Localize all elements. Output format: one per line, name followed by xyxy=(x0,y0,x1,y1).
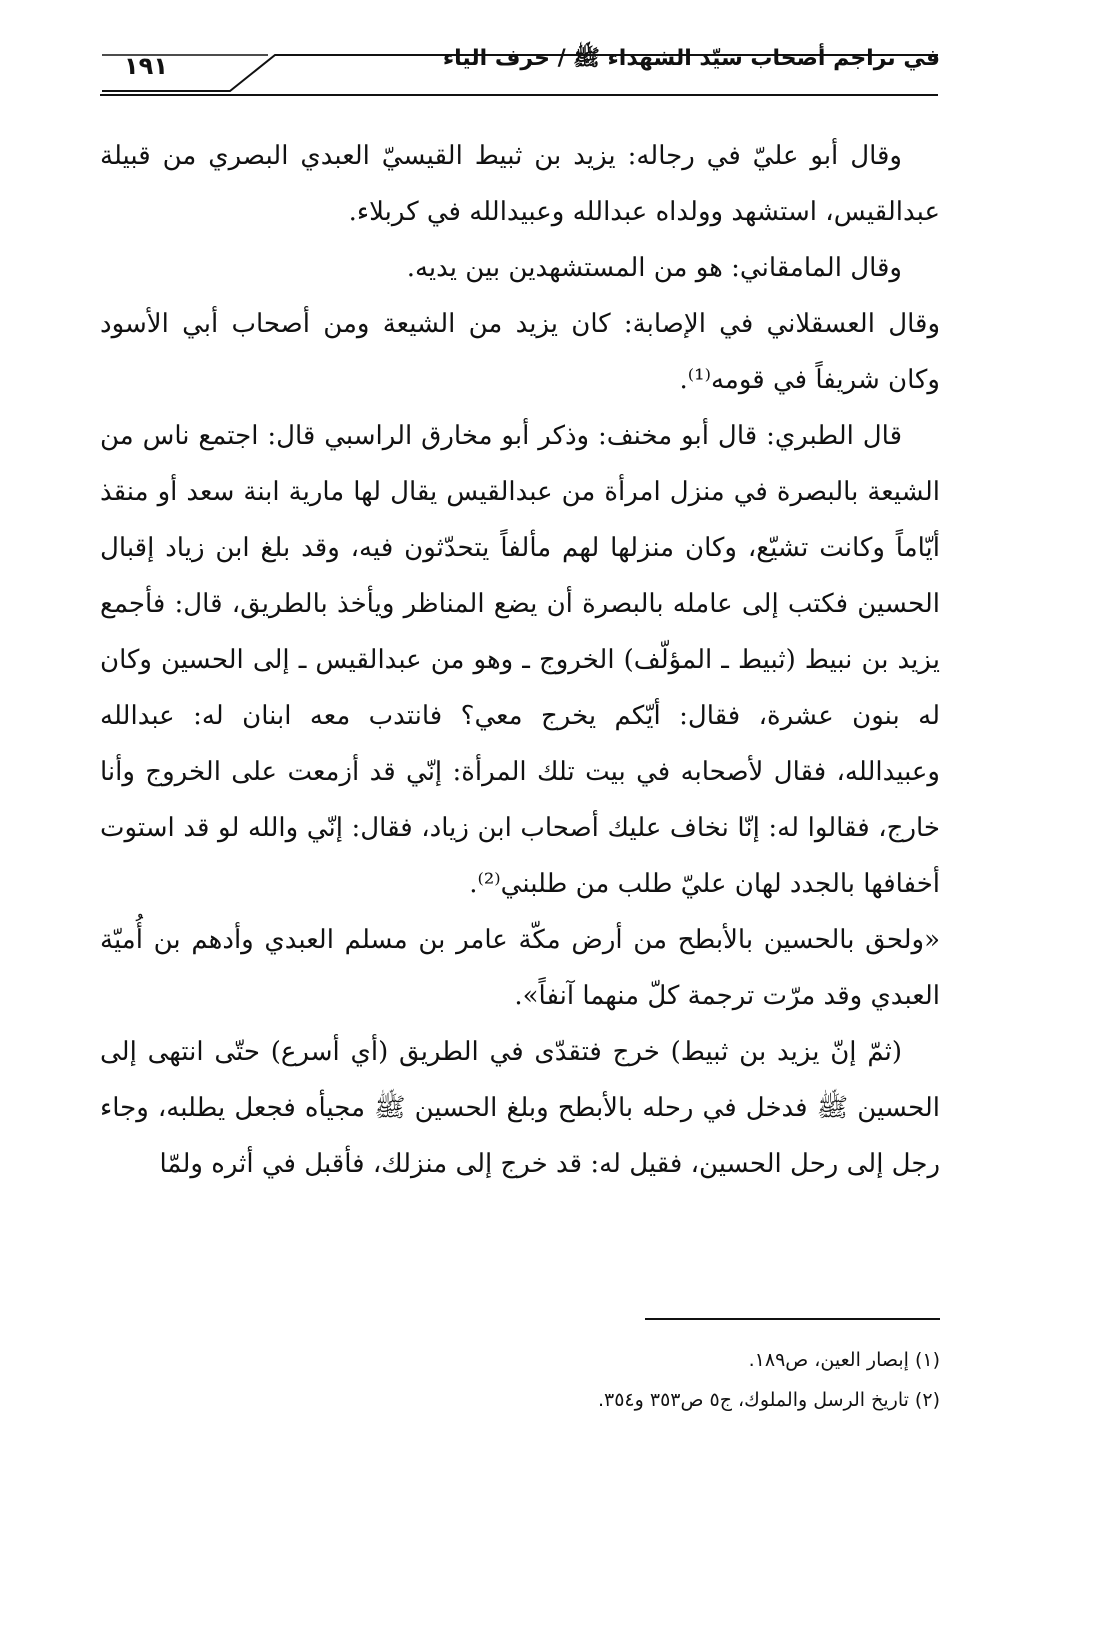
main-text xyxy=(100,128,940,1192)
page-number: ١٩١ xyxy=(124,52,168,80)
page-header xyxy=(100,40,940,100)
paragraph: قال الطبري: قال أبو مخنف: وذكر أبو مخارق الراسبي قال: اجتمع ناس من الشيعة بالبصرة في منزل امرأة من عبدالقيس يقال لها مارية ابنة سعد أو منقذ أيّاماً وكانت تشيّع، وكان منزلها لهم مألفاً يتحدّثون فيه، وقد بلغ ابن زياد إقبال الحسين فكتب إلى عامله بالبصرة أن يضع المناظر ويأخذ بالطريق، قال: فأجمع يزيد بن نبيط (ثبيط ـ المؤلّف) الخروج ـ وهو من عبدالقيس ـ إلى الحسين وكان له بنون عشرة، فقال: أيّكم يخرج معي؟ فانتدب معه ابنان له: عبدالله وعبيدالله، فقال لأصحابه في بيت تلك المرأة: إنّي قد أزمعت على الخروج وأنا خارج، فقالوا له: إنّا نخاف عليك أصحاب ابن زياد، فقال: إنّي والله لو قد استوت أخفافها بالجدد لهان عليّ طلب من طلبني⁽²⁾. xyxy=(100,421,940,899)
paragraph: وقال المامقاني: هو من المستشهدين بين يديه. xyxy=(406,253,902,283)
running-title: في تراجم أصحاب سيّد الشهداء ﷺ / حرف الياء xyxy=(442,46,940,71)
footnote: (٢) تاريخ الرسل والملوك، ج٥ ص٣٥٣ و٣٥٤. xyxy=(597,1389,940,1411)
paragraph: وقال العسقلاني في الإصابة: كان يزيد من الشيعة ومن أصحاب أبي الأسود وكان شريفاً في قومه⁽¹⁾. xyxy=(100,309,940,395)
footnote-separator xyxy=(645,1318,940,1320)
footnote: (١) إبصار العين، ص١٨٩. xyxy=(748,1349,940,1371)
paragraph: «ولحق بالحسين بالأبطح من أرض مكّة عامر بن مسلم العبدي وأدهم بن أُميّة العبدي وقد مرّت ترجمة كلّ منهما آنفاً». xyxy=(100,925,940,1011)
footnotes xyxy=(100,1340,940,1420)
paragraph: (ثمّ إنّ يزيد بن ثبيط) خرج فتقدّى في الطريق (أي أسرع) حتّى انتهى إلى الحسين ﷺ فدخل في رحله بالأبطح وبلغ الحسين ﷺ مجيأه فجعل يطلبه، وجاء رجل إلى رحل الحسين، فقيل له: قد خرج إلى منزلك، فأقبل في أثره ولمّا xyxy=(100,1037,940,1179)
paragraph: وقال أبو عليّ في رجاله: يزيد بن ثبيط القيسيّ العبدي البصري من قبيلة عبدالقيس، استشهد وولداه عبدالله وعبيدالله في كربلاء. xyxy=(100,141,940,227)
